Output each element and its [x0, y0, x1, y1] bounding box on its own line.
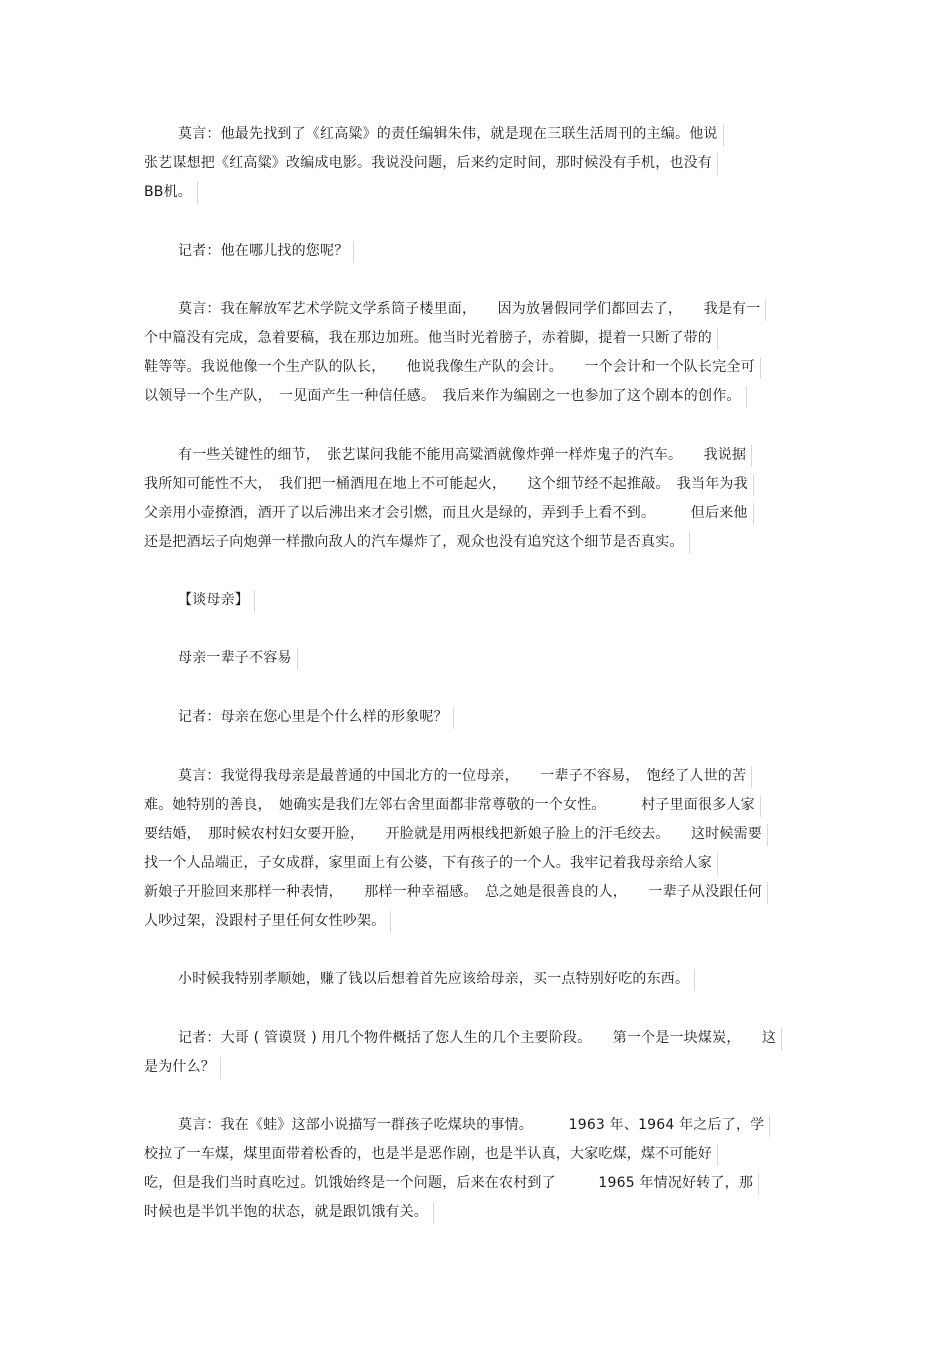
text-line: 记者：大哥 ( 管谟贤 ) 用几个物件概括了您人生的几个主要阶段。 第一个是一块煤炭， 这 — [178, 1030, 777, 1046]
text-line: 鞋等等。我说他像一个生产队的队长， 他说我像生产队的会计。 一个会计和一个队长完全可 — [144, 359, 755, 375]
subheading: 母亲一辈子不容易 — [178, 650, 292, 666]
section-heading: 【谈母亲】 — [178, 592, 249, 608]
text-line: 记者：母亲在您心里是个什么样的形象呢？ — [178, 709, 448, 725]
text-line: 个中篇没有完成，急着要稿，我在那边加班。他当时光着膀子，赤着脚，提着一只断了带的 — [144, 330, 712, 346]
text-line: BB机。 — [144, 184, 193, 200]
text-line: 莫言：我觉得我母亲是最普通的中国北方的一位母亲， 一辈子不容易， 饱经了人世的苦 — [178, 768, 747, 784]
text-line: 父亲用小壶撩酒，酒开了以后沸出来才会引燃，而且火是绿的，弄到手上看不到。 但后来他 — [144, 505, 748, 521]
text-line: 人吵过架，没跟村子里任何女性吵架。 — [144, 913, 386, 929]
text-line: 难。她特别的善良， 她确实是我们左邻右舍里面都非常尊敬的一个女性。 村子里面很多人家 — [144, 797, 755, 813]
text-line: 新娘子开脸回来那样一种表情， 那样一种幸福感。 总之她是很善良的人， 一辈子从没跟任何 — [144, 884, 762, 900]
text-line: 以领导一个生产队， 一见面产生一种信任感。 我后来作为编剧之一也参加了这个剧本的创作。 — [144, 388, 741, 404]
text-line: 我所知可能性不大， 我们把一桶酒甩在地上不可能起火， 这个细节经不起推敲。 我当年为我 — [144, 476, 748, 492]
text-line: 还是把酒坛子向炮弹一样撒向敌人的汽车爆炸了，观众也没有追究这个细节是否真实。 — [144, 534, 684, 550]
text-line: 莫言：我在解放军艺术学院文学系筒子楼里面， 因为放暑假同学们都回去了， 我是有一 — [178, 301, 761, 317]
text-line: 是为什么？ — [144, 1059, 215, 1075]
text-line: 莫言：他最先找到了《红高粱》的责任编辑朱伟，就是现在三联生活周刊的主编。他说 — [178, 126, 718, 142]
text-line: 小时候我特别孝顺她，赚了钱以后想着首先应该给母亲，买一点特别好吃的东西。 — [178, 971, 690, 987]
text-line: 要结婚， 那时候农村妇女要开脸， 开脸就是用两根线把新娘子脸上的汗毛绞去。 这时候需要 — [144, 826, 762, 842]
text-line: 吃，但是我们当时真吃过。饥饿始终是一个问题，后来在农村到了 1965 年情况好转了，那 — [144, 1175, 754, 1191]
text-line: 莫言：我在《蛙》这部小说描写一群孩子吃煤块的事情。 1963 年、1964 年之后了，学 — [178, 1117, 765, 1133]
text-line: 时候也是半饥半饱的状态，就是跟饥饿有关。 — [144, 1204, 428, 1220]
text-line: 张艺谋想把《红高粱》改编成电影。我说没问题，后来约定时间，那时候没有手机，也没有 — [144, 155, 712, 171]
text-line: 有一些关键性的细节， 张艺谋问我能不能用高粱酒就像炸弹一样炸鬼子的汽车。 我说据 — [178, 447, 747, 463]
text-line: 校拉了一车煤，煤里面带着松香的，也是半是恶作剧，也是半认真，大家吃煤，煤不可能好 — [144, 1146, 712, 1162]
text-line: 找一个人品端正，子女成群，家里面上有公婆，下有孩子的一个人。我牢记着我母亲给人家 — [144, 855, 712, 871]
text-line: 记者：他在哪儿找的您呢？ — [178, 243, 349, 259]
